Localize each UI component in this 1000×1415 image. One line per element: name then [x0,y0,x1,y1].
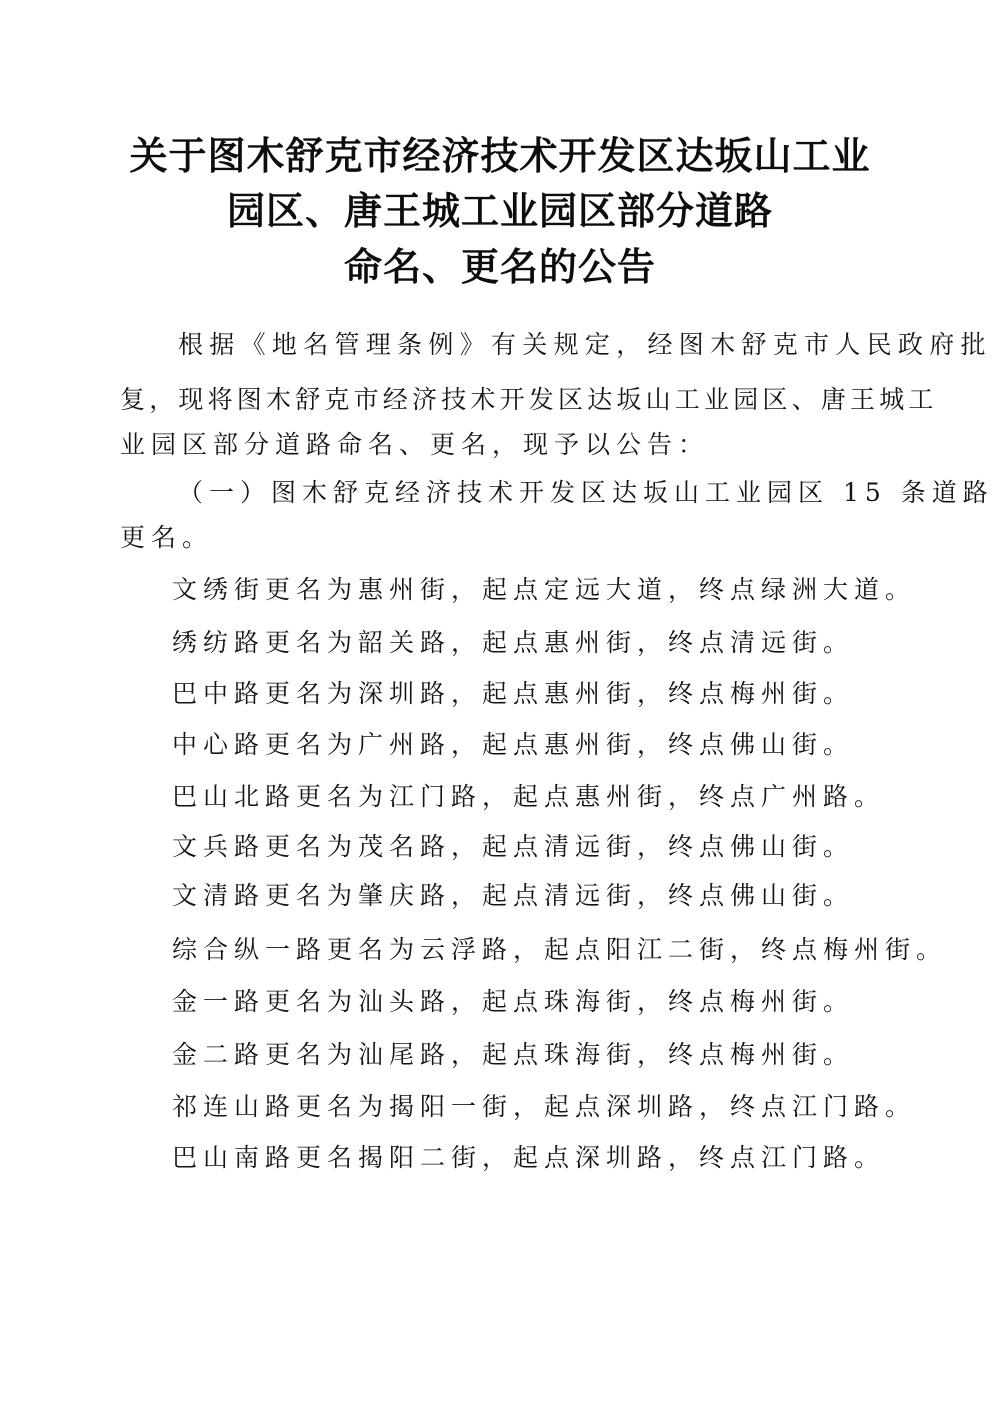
title-line-1: 关于图木舒克市经济技术开发区达坂山工业 [129,134,871,178]
rename-item: 文兵路更名为茂名路，起点清远街，终点佛山街。 [172,832,855,861]
title-line-3: 命名、更名的公告 [343,245,656,289]
rename-item: 文绣街更名为惠州街，起点定远大道，终点绿洲大道。 [172,575,917,604]
rename-item: 综合纵一路更名为云浮路，起点阳江二街，终点梅州街。 [172,935,948,964]
rename-item: 巴山北路更名为江门路，起点惠州街，终点广州路。 [172,782,886,811]
section-heading-line-2: 更名。 [120,523,214,552]
rename-item: 中心路更名为广州路，起点惠州街，终点佛山街。 [172,730,855,759]
title-line-2: 园区、唐王城工业园区部分道路 [226,189,773,233]
rename-item: 祁连山路更名为揭阳一街，起点深圳路，终点江门路。 [172,1092,917,1121]
rename-item: 金二路更名为汕尾路，起点珠海街，终点梅州街。 [172,1040,855,1069]
intro-line-3: 业园区部分道路命名、更名，现予以公告： [120,430,710,459]
rename-item: 巴中路更名为深圳路，起点惠州街，终点梅州街。 [172,679,855,708]
rename-item: 文清路更名为肇庆路，起点清远街，终点佛山街。 [172,881,855,910]
intro-line-2: 复，现将图木舒克市经济技术开发区达坂山工业园区、唐王城工 [120,385,938,414]
intro-line-1: 根据《地名管理条例》有关规定，经图木舒克市人民政府批 [178,330,992,359]
rename-item: 绣纺路更名为韶关路，起点惠州街，终点清远街。 [172,628,855,657]
rename-item: 金一路更名为汕头路，起点珠海街，终点梅州街。 [172,987,855,1016]
section-heading-line-1: （一）图木舒克经济技术开发区达坂山工业园区 15 条道路 [178,478,994,507]
rename-item: 巴山南路更名揭阳二街，起点深圳路，终点江门路。 [172,1143,886,1172]
